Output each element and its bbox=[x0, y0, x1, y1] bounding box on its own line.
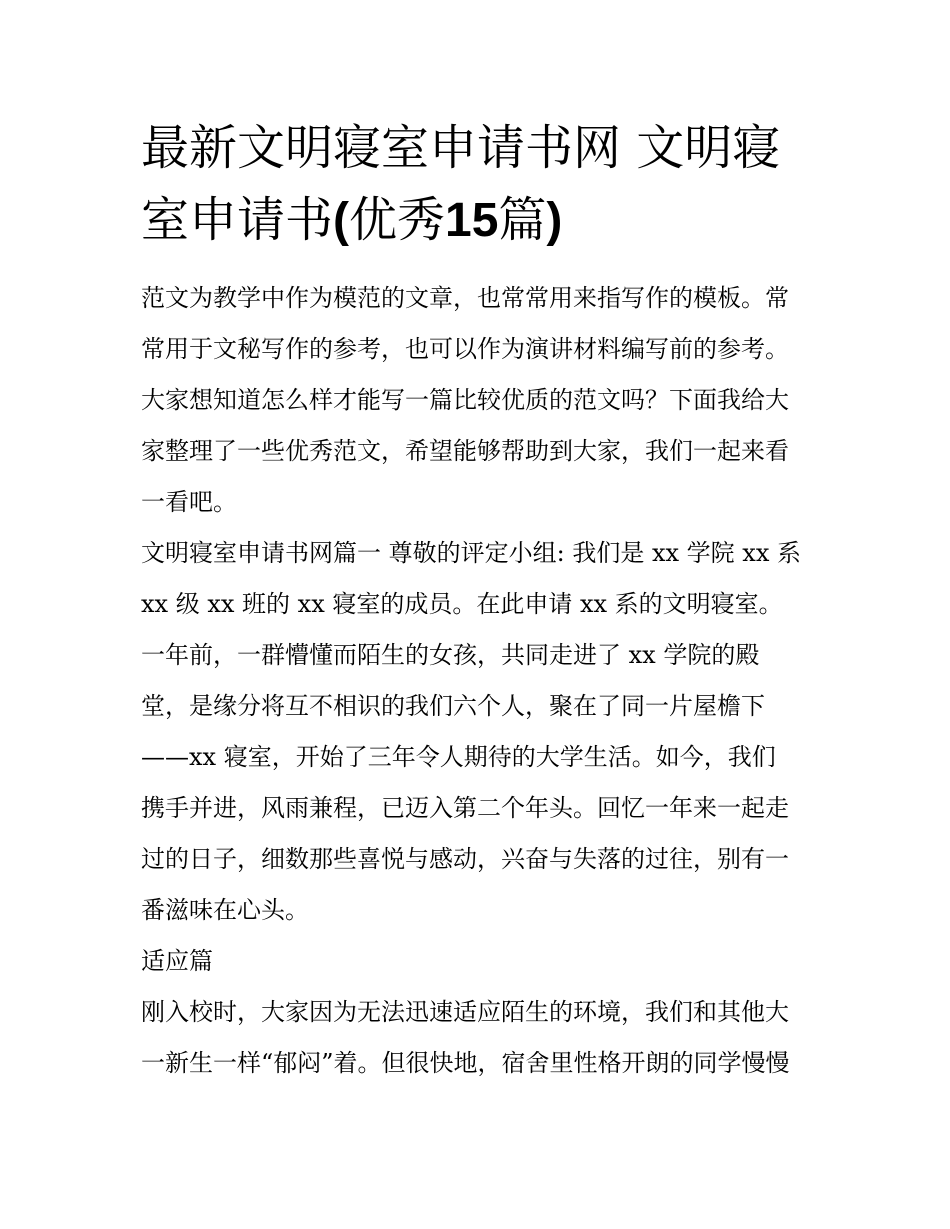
body-line-11: 携手并进，风雨兼程，已迈入第二个年头。回忆一年来一起走 bbox=[141, 794, 789, 822]
body-line-6: 文明寝室申请书网篇一 尊敬的评定小组: 我们是 xx 学院 xx 系 bbox=[141, 539, 801, 567]
body-line-5: 一看吧。 bbox=[141, 488, 237, 516]
body-line-12: 过的日子，细数那些喜悦与感动，兴奋与失落的过往，别有一 bbox=[141, 845, 789, 873]
body-line-4: 家整理了一些优秀范文，希望能够帮助到大家，我们一起来看 bbox=[141, 437, 789, 465]
section-heading-adaptation: 适应篇 bbox=[141, 947, 213, 975]
body-line-16: 一新生一样“郁闷”着。但很快地，宿舍里性格开朗的同学慢慢 bbox=[141, 1049, 790, 1077]
body-line-9: 堂，是缘分将互不相识的我们六个人，聚在了同一片屋檐下 bbox=[141, 692, 765, 720]
title-count: 15 bbox=[445, 194, 499, 247]
title-line-1 bbox=[141, 112, 816, 184]
body-line-15: 刚入校时，大家因为无法迅速适应陌生的环境，我们和其他大 bbox=[141, 998, 789, 1026]
body-line-7: xx 级 xx 班的 xx 寝室的成员。在此申请 xx 系的文明寝室。 bbox=[141, 590, 783, 618]
body-line-13: 番滋味在心头。 bbox=[141, 896, 309, 924]
title-open-paren: ( bbox=[333, 194, 349, 247]
body-line-8: 一年前，一群懵懂而陌生的女孩，共同走进了 xx 学院的殿 bbox=[141, 641, 760, 669]
title-excellent: 优秀 bbox=[349, 192, 446, 248]
body-line-3: 大家想知道怎么样才能写一篇比较优质的范文吗？下面我给大 bbox=[141, 386, 789, 414]
title-line-2-text: 室申请书 bbox=[141, 192, 334, 248]
body-line-10: ——xx 寝室，开始了三年令人期待的大学生活。如今，我们 bbox=[141, 743, 776, 771]
document-title bbox=[141, 112, 816, 257]
title-unit: 篇 bbox=[498, 192, 547, 248]
body-line-2: 常用于文秘写作的参考，也可以作为演讲材料编写前的参考。 bbox=[141, 335, 789, 363]
title-close-paren: ) bbox=[546, 194, 563, 247]
document-body bbox=[141, 273, 816, 1089]
title-line-2 bbox=[141, 184, 816, 257]
title-line-1-text: 最新文明寝室申请书网 文明寝 bbox=[141, 120, 781, 176]
body-line-1: 范文为教学中作为模范的文章，也常常用来指写作的模板。常 bbox=[141, 284, 789, 312]
document-content bbox=[141, 112, 816, 1089]
